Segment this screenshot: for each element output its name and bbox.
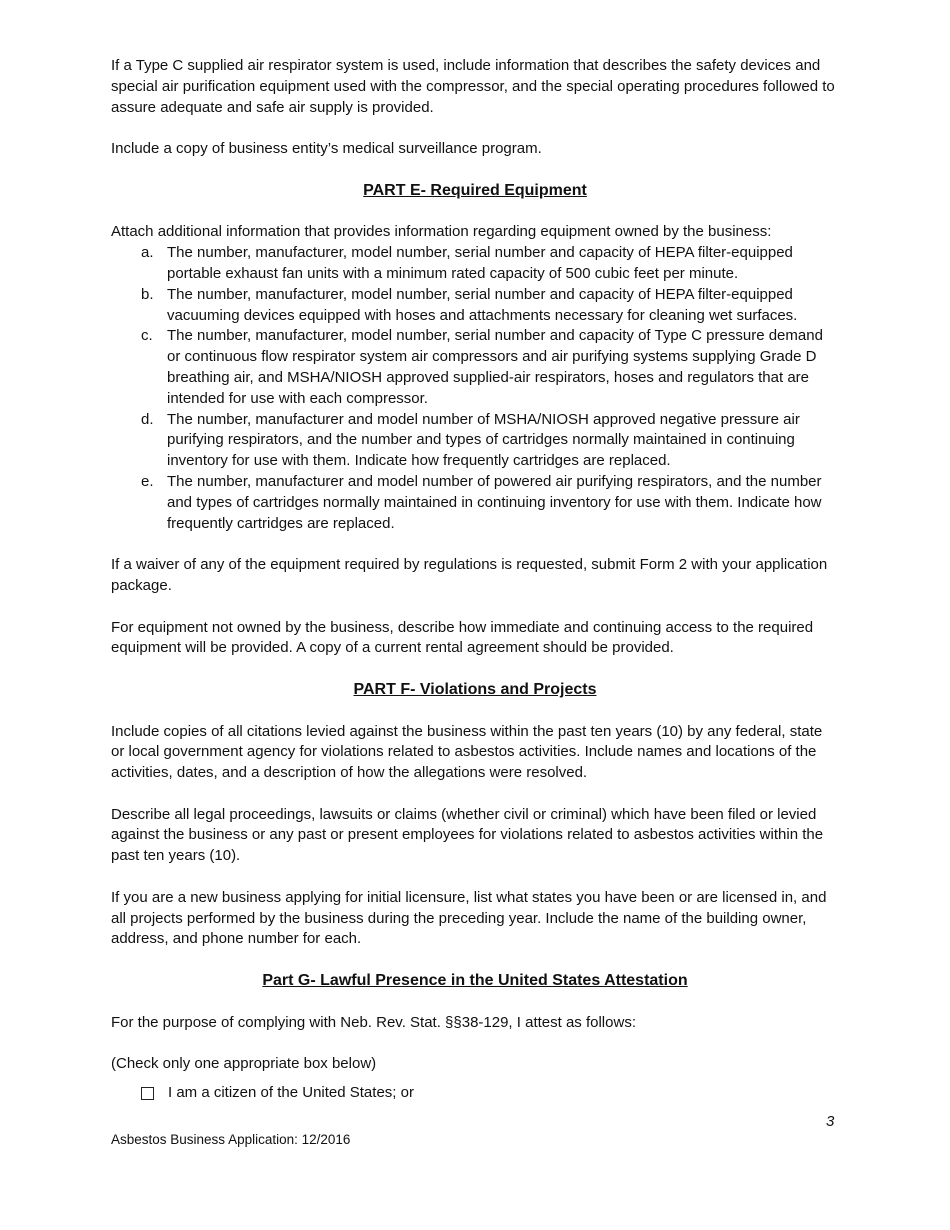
citizen-option[interactable] [141, 1083, 839, 1104]
intro-paragraph-1: If a Type C supplied air respirator system is used, include information that describes the safety devices and special air purification equipment used with the compressor, and the special operating procedures followed to assure adequate and safe air supply is provided. [111, 57, 835, 116]
list-item [111, 285, 839, 327]
list-text: The number, manufacturer and model number of MSHA/NIOSH approved negative pressure air purifying respirators, and the number and types of cartridges normally maintained in continuing inventory for use with them. Indicate how frequently cartridges are replaced. [167, 410, 800, 470]
part-f-heading: PART F- Violations and Projects [353, 680, 597, 698]
list-marker: a. [141, 244, 154, 262]
list-marker: e. [141, 472, 154, 490]
list-text: The number, manufacturer and model number of powered air purifying respirators, and the number and types of cartridges normally maintained in continuing inventory for use with them. Indicate how frequently cartridges are replaced. [167, 472, 822, 532]
not-owned-paragraph: For equipment not owned by the business, describe how immediate and continuing access to the required equipment will be provided. A copy of a current rental agreement should be provided. [111, 618, 814, 657]
list-text: The number, manufacturer, model number, serial number and capacity of HEPA filter-equipped vacuuming devices equipped with hoses and attachments necessary for cleaning wet surfaces. [167, 285, 798, 324]
part-g-heading: Part G- Lawful Presence in the United States Attestation [262, 972, 688, 990]
part-g-instruction: (Check only one appropriate box below) [111, 1055, 377, 1073]
waiver-paragraph: If a waiver of any of the equipment required by regulations is requested, submit Form 2 with your application package. [111, 556, 828, 594]
list-item [111, 326, 839, 409]
list-item [111, 410, 839, 472]
citizen-option-label: I am a citizen of the United States; or [168, 1084, 414, 1102]
list-item [111, 472, 839, 534]
list-text: The number, manufacturer, model number, serial number and capacity of Type C pressure demand or continuous flow respirator system air compressors and air purifying systems supplying Grade D breathing air, and MSHA/NIOSH approved supplied-air respirators, hoses and regulators that are intended for use with each compressor. [167, 327, 823, 407]
part-f-paragraph-1: Include copies of all citations levied against the business within the past ten years (10) by any federal, state or local government agency for violations related to asbestos activities. Include names and locations of the activities, dates, and a description of how the allegations were resolved. [111, 722, 823, 782]
equipment-list [111, 243, 839, 534]
part-f-paragraph-2: Describe all legal proceedings, lawsuits or claims (whether civil or criminal) which have been filed or levied against the business or any past or present employees for violations related to asbestos activities within the past ten years (10). [111, 805, 824, 865]
citizen-checkbox[interactable] [141, 1087, 154, 1100]
document-page [111, 56, 839, 1104]
page-number: 3 [826, 1113, 835, 1130]
footer-text: Asbestos Business Application: 12/2016 [111, 1132, 351, 1147]
list-marker: c. [141, 327, 153, 345]
list-marker: d. [141, 410, 154, 428]
part-g-paragraph-1: For the purpose of complying with Neb. Rev. Stat. §§38-129, I attest as follows: [111, 1013, 636, 1031]
intro-paragraph-2: Include a copy of business entity’s medical surveillance program. [111, 140, 542, 158]
list-text: The number, manufacturer, model number, serial number and capacity of HEPA filter-equipped portable exhaust fan units with a minimum rated capacity of 500 cubic feet per minute. [167, 244, 793, 282]
part-e-heading: PART E- Required Equipment [363, 181, 587, 199]
part-f-paragraph-3: If you are a new business applying for initial licensure, list what states you have been or are licensed in, and all projects performed by the business during the preceding year. Include the name of the building owner, address, and phone number for each. [111, 888, 827, 948]
list-item [111, 243, 839, 285]
list-marker: b. [141, 285, 154, 303]
part-e-lead: Attach additional information that provides information regarding equipment owned by the business: [111, 223, 772, 241]
